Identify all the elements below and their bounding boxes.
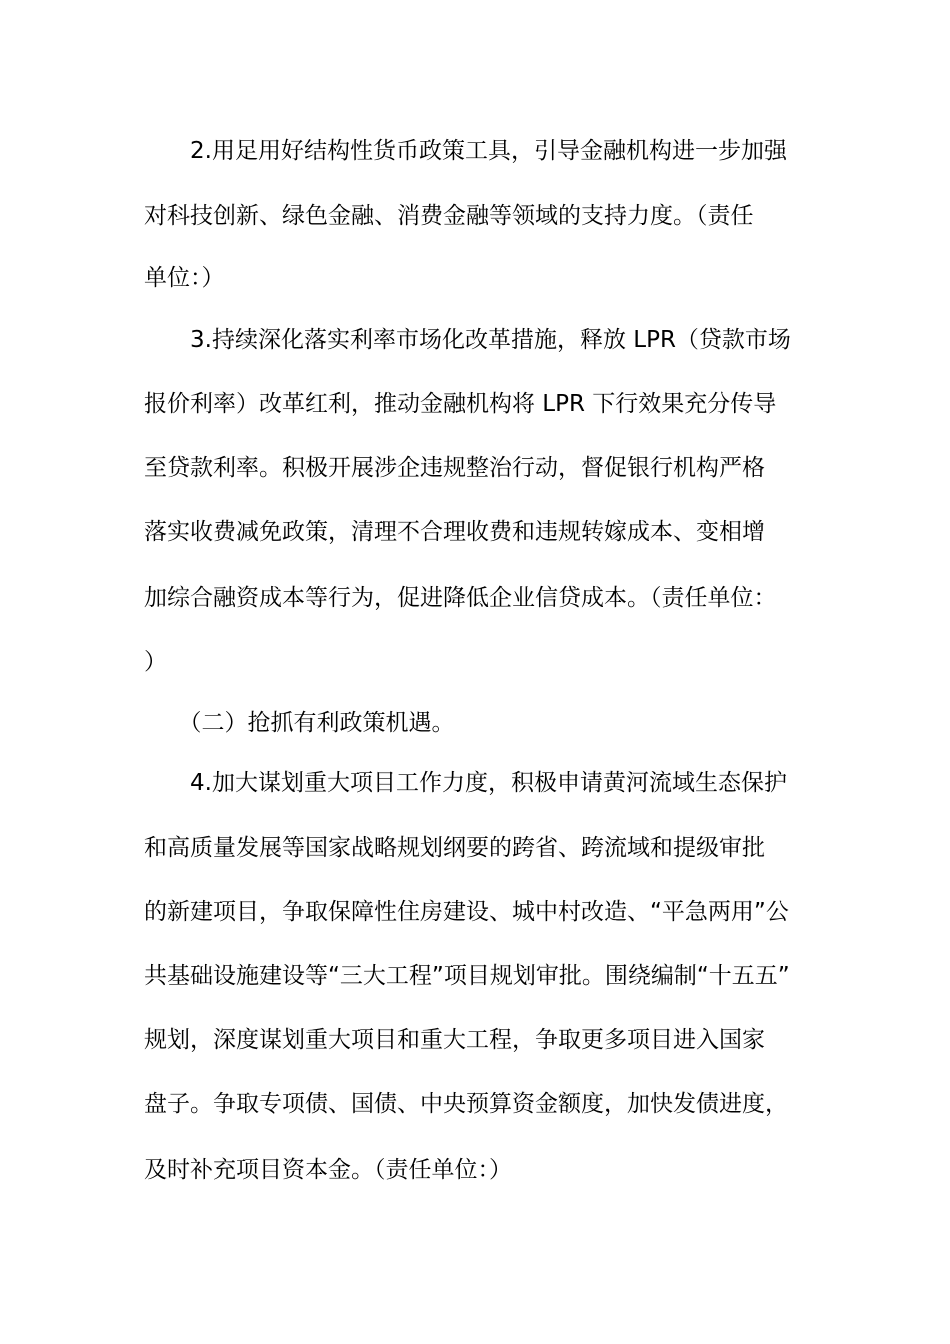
text-line: 至贷款利率。积极开展涉企违规整治行动，督促银行机构严格 [144,455,765,481]
text-line: 及时补充项目资本金。（责任单位：） [144,1157,512,1183]
text-line: 3.持续深化落实利率市场化改革措施，释放 LPR（贷款市场 [144,327,791,353]
text-line: 对科技创新、绿色金融、消费金融等领域的支持力度。（责任 [144,203,754,229]
text-line: 加综合融资成本等行为，促进降低企业信贷成本。（责任单位： [144,585,777,611]
text-line: 4.加大谋划重大项目工作力度，积极申请黄河流域生态保护 [144,770,787,796]
text-line: 盘子。争取专项债、国债、中央预算资金额度，加快发债进度， [144,1091,788,1117]
text-line: 的新建项目，争取保障性住房建设、城中村改造、“平急两用”公 [144,899,789,925]
text-line: 2.用足用好结构性货币政策工具，引导金融机构进一步加强 [144,138,787,164]
text-line: 单位：） [144,265,225,291]
text-line: 共基础设施建设等“三大工程”项目规划审批。围绕编制“十五五” [144,963,790,989]
text-line: 落实收费减免政策，清理不合理收费和违规转嫁成本、变相增 [144,519,765,545]
section-heading: （二）抢抓有利政策机遇。 [144,710,455,736]
text-line: 报价利率）改革红利，推动金融机构将 LPR 下行效果充分传导 [144,391,777,417]
text-line: ） [144,649,167,675]
text-line: 和高质量发展等国家战略规划纲要的跨省、跨流域和提级审批 [144,835,765,861]
text-line: 规划，深度谋划重大项目和重大工程，争取更多项目进入国家 [144,1027,765,1053]
